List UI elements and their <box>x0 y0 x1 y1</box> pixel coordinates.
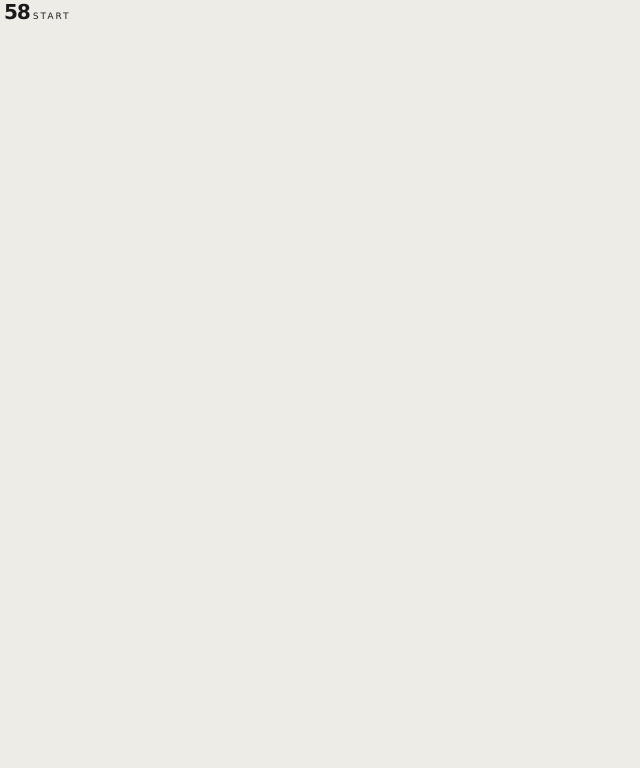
section-title: START <box>32 12 71 22</box>
page-header <box>4 0 71 22</box>
page-number: 58 <box>4 0 30 24</box>
